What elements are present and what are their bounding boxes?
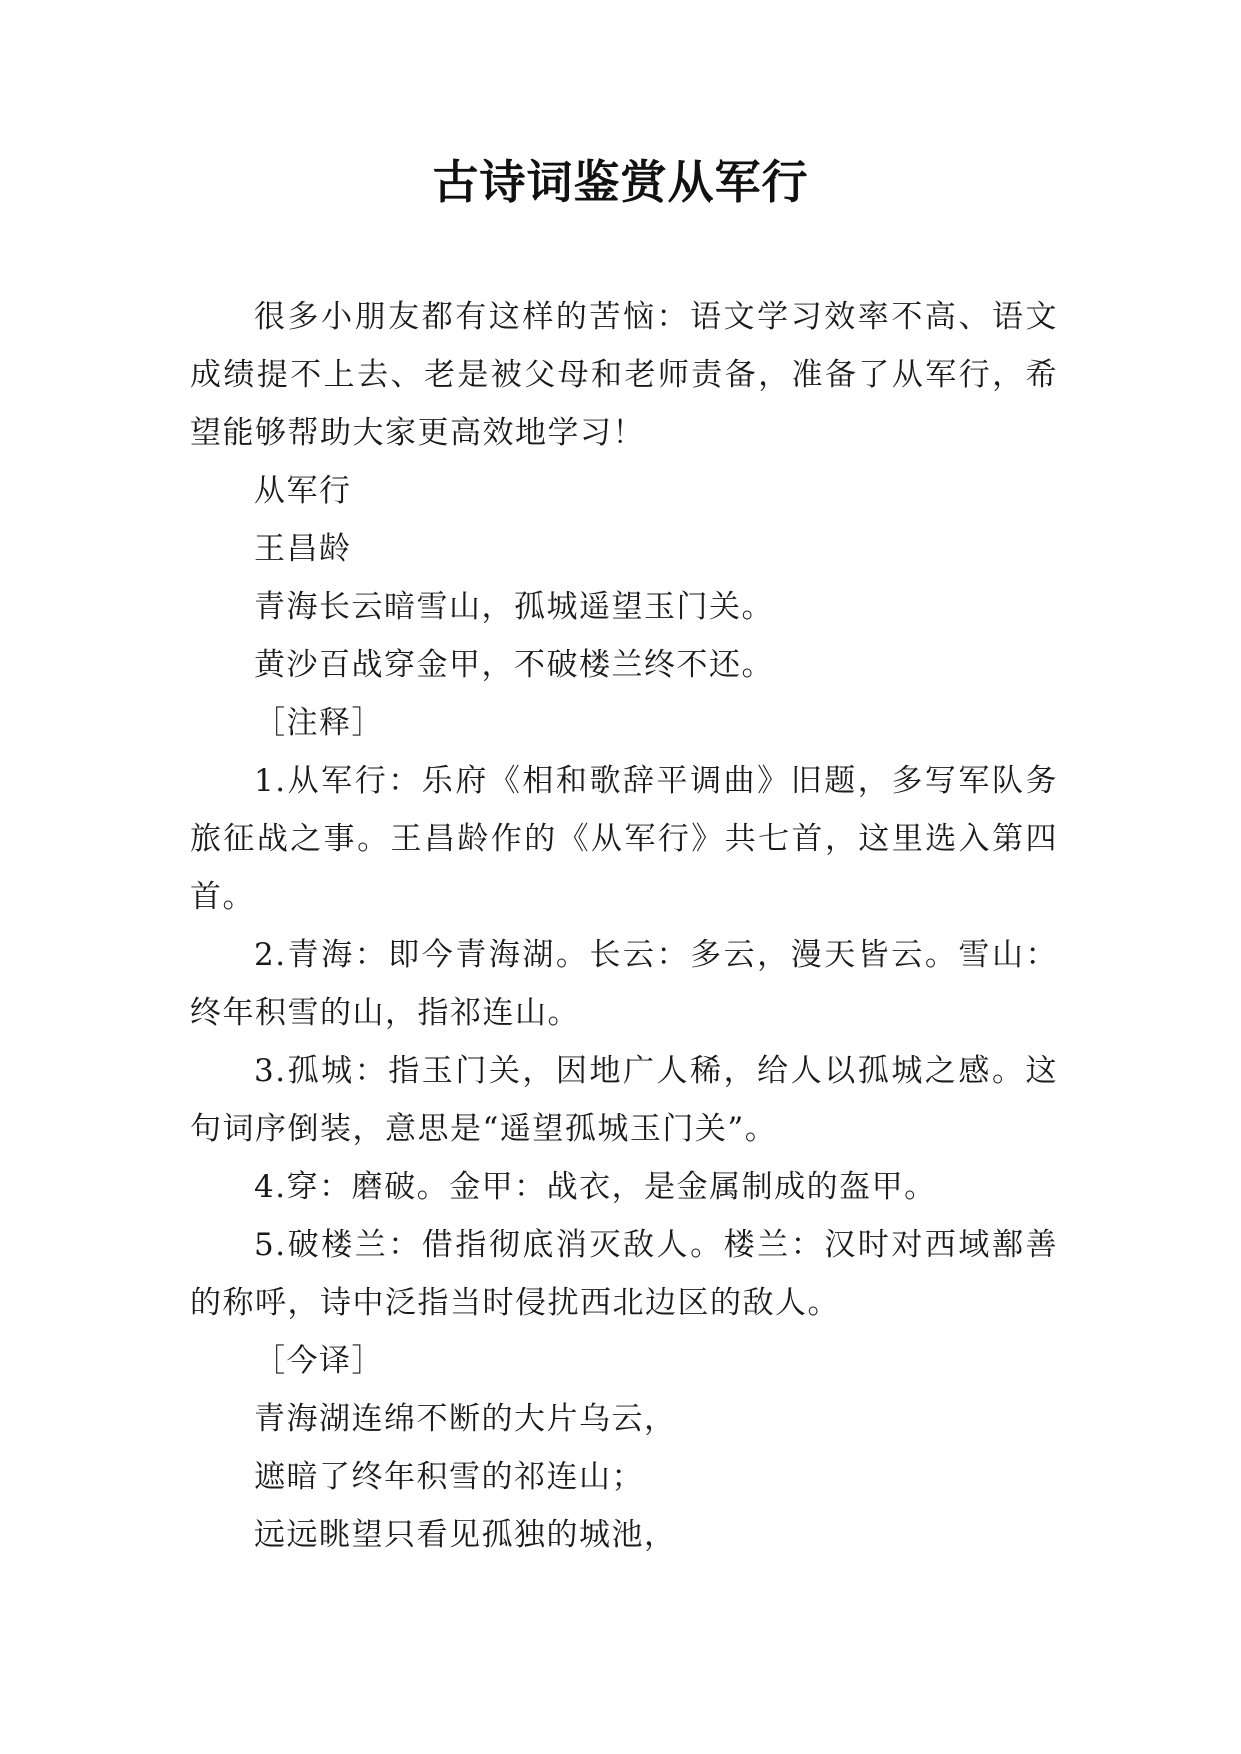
document-body: [190, 288, 1058, 1564]
note-item: 1.从军行：乐府《相和歌辞平调曲》旧题，多写军队务旅征战之事。王昌龄作的《从军行》共七首，这里选入第四首。: [190, 763, 1058, 915]
note-item: 5.破楼兰：借指彻底消灭敌人。楼兰：汉时对西域鄯善的称呼，诗中泛指当时侵扰西北边区的敌人。: [190, 1227, 1058, 1321]
document-title: 古诗词鉴赏从军行: [432, 155, 809, 209]
poem-line: 青海长云暗雪山，孤城遥望玉门关。: [254, 589, 774, 625]
intro-paragraph: 很多小朋友都有这样的苦恼：语文学习效率不高、语文成绩提不上去、老是被父母和老师责备，准备了从军行，希望能够帮助大家更高效地学习！: [190, 299, 1058, 451]
note-item: 4.穿：磨破。金甲：战衣，是金属制成的盔甲。: [254, 1169, 937, 1205]
translation-heading: ［今译］: [254, 1343, 384, 1379]
poem-author: 王昌龄: [254, 531, 352, 567]
note-item: 2.青海：即今青海湖。长云：多云，漫天皆云。雪山：终年积雪的山，指祁连山。: [190, 937, 1058, 1031]
note-item: 3.孤城：指玉门关，因地广人稀，给人以孤城之感。这句词序倒装，意思是“遥望孤城玉门关”。: [190, 1053, 1058, 1147]
poem-title: 从军行: [254, 473, 352, 509]
poem-line: 黄沙百战穿金甲，不破楼兰终不还。: [254, 647, 774, 683]
translation-line: 青海湖连绵不断的大片乌云，: [254, 1401, 677, 1437]
translation-line: 遮暗了终年积雪的祁连山；: [254, 1459, 644, 1495]
translation-line: 远远眺望只看见孤独的城池，: [254, 1517, 677, 1553]
notes-heading: ［注释］: [254, 705, 384, 741]
